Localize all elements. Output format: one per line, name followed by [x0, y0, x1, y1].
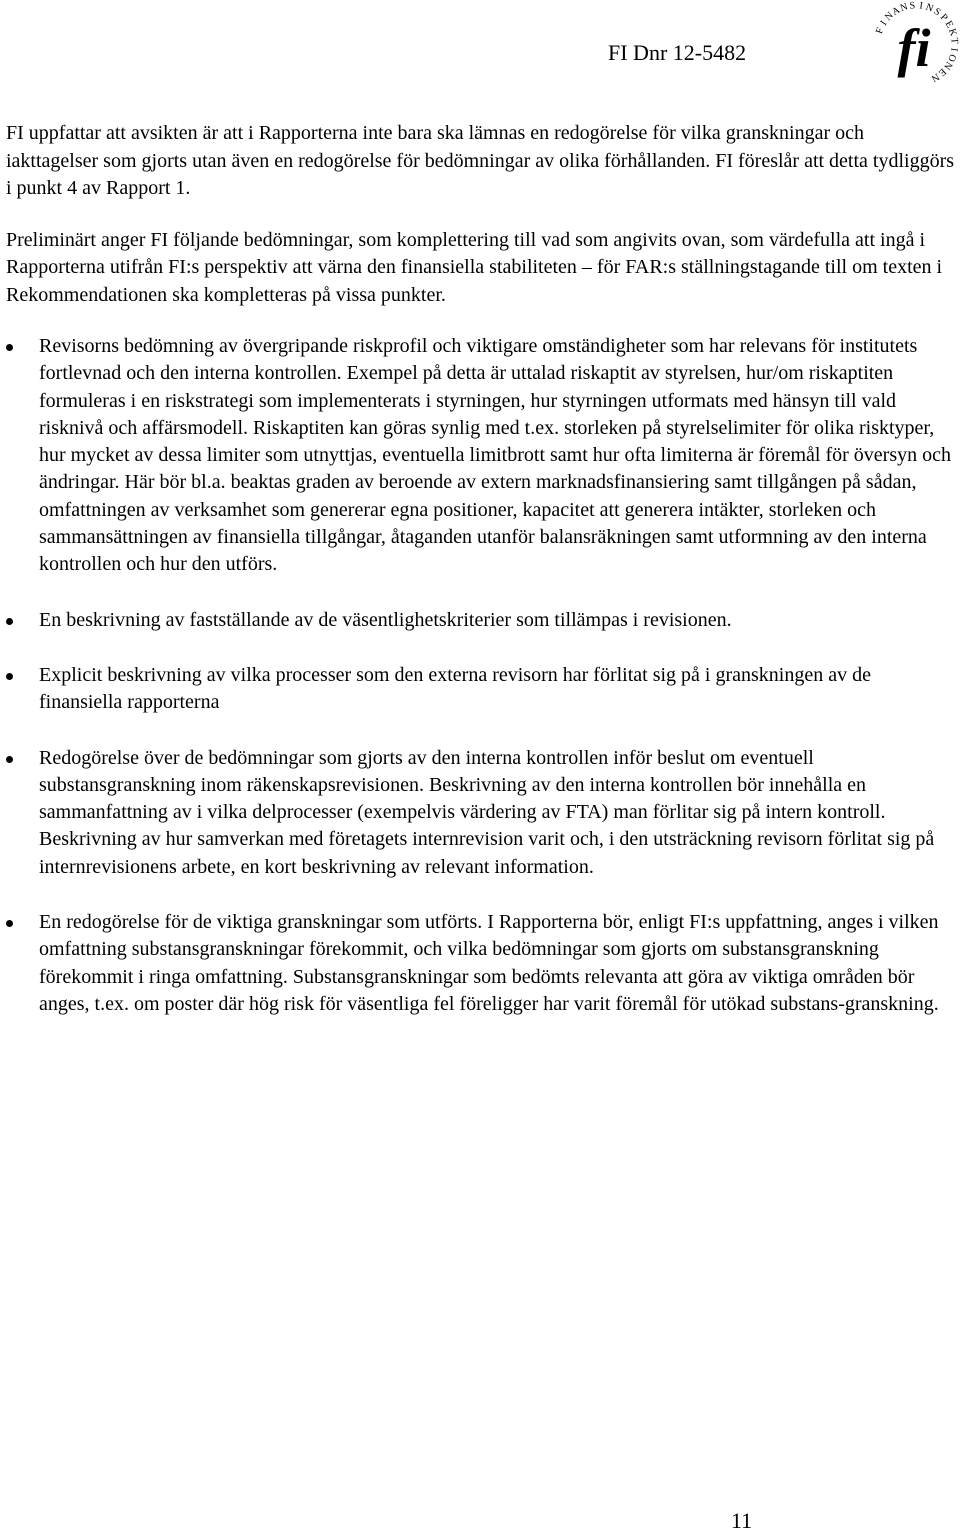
- list-item-text: Explicit beskrivning av vilka processer som den externa revisorn har förlitat sig på i granskningen av de finansiella rapporterna: [39, 663, 871, 714]
- document-body: [6, 120, 956, 1046]
- logo-ring-letter: N: [924, 1, 935, 15]
- logo-ring-letter: I: [878, 18, 890, 28]
- list-item: [6, 662, 956, 717]
- list-item-text: Redogörelse över de bedömningar som gjorts av den interna kontrollen inför beslut om eventuell substansgranskning inom räkenskapsrevisionen. Beskrivning av den interna kontrollen bör innehålla en sammanfattning av i vilka delprocesser (exempelvis värdering av FTA) man förlitar sig på intern kontroll. Beskrivning av hur samverkan med företagets internrevision varit och, i den utsträckning revisorn förlitat sig på internrevisionens arbete, en kort beskrivning av relevant information.: [39, 746, 935, 878]
- logo-ring-letter: T: [948, 37, 960, 45]
- fi-mark-logo: fi: [897, 18, 931, 78]
- bullet-icon: [6, 920, 13, 927]
- finansinspektionen-logo: [870, 0, 960, 90]
- list-item: [6, 745, 956, 881]
- logo-ring-letter: S: [909, 0, 916, 12]
- bullet-icon: [6, 756, 13, 763]
- logo-ring-letter: N: [882, 10, 896, 24]
- logo-ring-letter: A: [890, 4, 903, 18]
- logo-ring-letter: S: [931, 6, 943, 19]
- logo-ring-letter: I: [918, 0, 924, 12]
- logo-ring-letter: P: [937, 11, 950, 24]
- bullet-icon: [6, 618, 13, 625]
- logo-ring-letter: N: [941, 59, 955, 72]
- paragraph-intro: FI uppfattar att avsikten är att i Rapporterna inte bara ska lämnas en redogörelse för vilka granskningar och iakttagelser som gjorts utan även en redogörelse för bedömningar av olika förhållanden. FI föreslår att detta tydliggörs i punkt 4 av Rapport 1.: [6, 122, 955, 199]
- list-item: [6, 909, 956, 1018]
- logo-ring-letter: N: [898, 1, 910, 15]
- list-item: [6, 607, 956, 634]
- logo-ring-letter: E: [942, 19, 956, 30]
- list-item-text: Revisorns bedömning av övergripande riskprofil och viktigare omständigheter som har relevans för institutets fortlevnad och den interna kontrollen. Exempel på detta är uttalad riskaptit av styrelsen, hur/om riskaptiten formuleras i en riskstrategi som implementerats i styrningen, hur styrningen utformats med hänsyn till vald risknivå och affärsmodell. Riskaptiten kan göras synlig med t.ex. storleken på styrelselimiter för olika risktyper, hur mycket av dessa limiter som utnyttjas, eventuella limitbrott samt hur ofta limiterna är föremål för översyn och ändringar. Här bör bl.a. beaktas graden av beroende av extern marknadsfinansiering samt tillgången på sådan, omfattningen av verksamhet som genererar egna positioner, kapacitet att generera intäkter, storleken och sammansättningen av finansiella tillgångar, åtaganden utanför balansräkningen samt utformning av den interna kontrollen och hur den utförs.: [39, 335, 951, 576]
- logo-ring-letter: E: [936, 65, 949, 79]
- logo-ring-letter: N: [929, 70, 941, 84]
- assessment-list: [6, 333, 956, 1018]
- list-item: [6, 333, 956, 579]
- paragraph-preliminary: Preliminärt anger FI följande bedömningar, som komplettering till vad som angivits ovan, som värdefulla att ingå i Rapporterna utifrån FI:s perspektiv att värna den finansiella stabiliteten – för FAR:s ställningstagande till om texten i Rekommendationen ska kompletteras på vissa punkter.: [6, 228, 943, 306]
- logo-ring-letter: K: [946, 27, 959, 38]
- logo-ring-letter: O: [945, 52, 959, 64]
- bullet-icon: [6, 673, 13, 680]
- logo-ring-letter: I: [948, 47, 960, 52]
- list-item-text: En beskrivning av fastställande av de väsentlighetskriterier som tillämpas i revisionen.: [39, 608, 732, 631]
- document-reference: FI Dnr 12-5482: [608, 40, 747, 65]
- logo-ring-letter: F: [873, 26, 887, 36]
- bullet-icon: [6, 344, 13, 351]
- page-number: 11: [731, 1508, 753, 1533]
- list-item-text: En redogörelse för de viktiga granskningar som utförts. I Rapporterna bör, enligt FI:s uppfattning, anges i vilken omfattning substansgranskningar förekommit, och vilka bedömningar som gjorts om substansgranskning förekommit i ringa omfattning. Substansgranskningar som bedömts relevanta att göra av viktiga områden bör anges, t.ex. om poster där hög risk för väsentliga fel föreligger har varit föremål för utökad substans-granskning.: [39, 911, 939, 1015]
